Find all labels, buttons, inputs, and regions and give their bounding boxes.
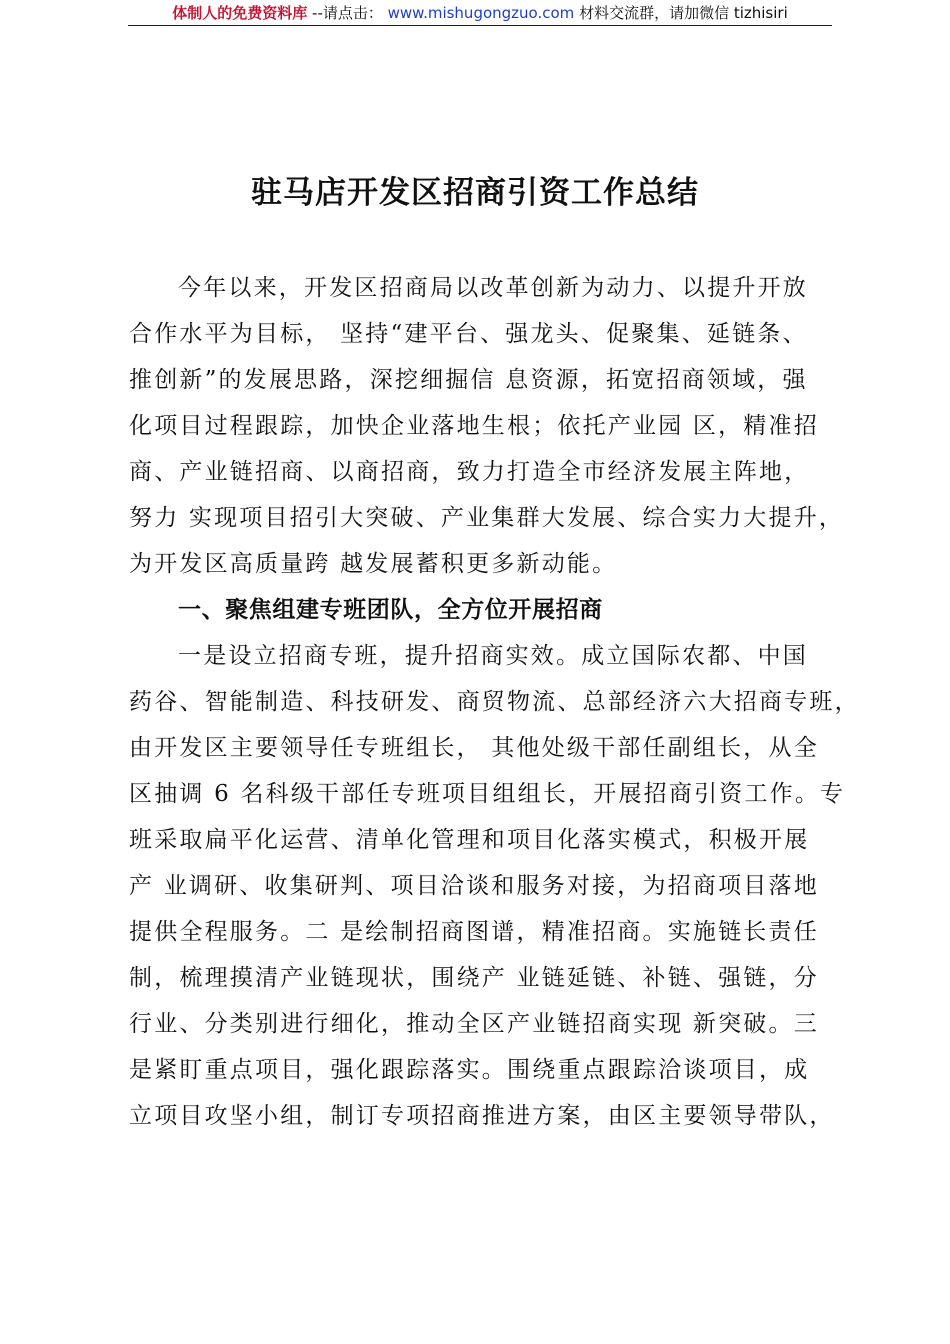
paragraph-line: 立项目攻坚小组，制订专项招商推进方案，由区主要领导带队， bbox=[129, 1103, 835, 1129]
paragraph-line: 是紧盯重点项目，强化跟踪落实。围绕重点跟踪洽谈项目，成 bbox=[129, 1057, 810, 1083]
paragraph-line: 药谷、智能制造、科技研发、商贸物流、总部经济六大招商专班， bbox=[129, 689, 860, 715]
paragraph-line: 为开发区高质量跨 越发展蓄积更多新动能。 bbox=[129, 551, 618, 577]
section-heading: 一、聚焦组建专班团队，全方位开展招商 bbox=[178, 597, 603, 623]
paragraph-line: 行业、分类别进行细化，推动全区产业链招商实现 新突破。三 bbox=[129, 1011, 819, 1037]
paragraph-line: 制，梳理摸清产业链现状，围绕产 业链延链、补链、强链，分 bbox=[129, 965, 819, 991]
header-contact: 材料交流群，请加微信 tizhisiri bbox=[579, 4, 788, 22]
paragraph-line: 化项目过程跟踪，加快企业落地生根；依托产业园 区，精准招 bbox=[129, 413, 819, 439]
paragraph-line: 努力 实现项目招引大突破、产业集群大发展、综合实力大提升， bbox=[129, 505, 845, 531]
page-header bbox=[128, 2, 832, 24]
paragraph-line: 一是设立招商专班，提升招商实效。成立国际农都、中国 bbox=[178, 643, 808, 669]
paragraph-line: 推创新”的发展思路，深挖细掘信 息资源，拓宽招商领域，强 bbox=[129, 367, 808, 393]
header-url-link[interactable]: www.mishugongzuo.com bbox=[387, 4, 575, 22]
paragraph-line: 区抽调 6 名科级干部任专班项目组组长，开展招商引资工作。专 bbox=[129, 781, 846, 807]
header-prompt: --请点击： bbox=[312, 4, 383, 22]
paragraph-line: 合作水平为目标， 坚持“建平台、强龙头、促聚集、延链条、 bbox=[129, 321, 808, 347]
paragraph-line: 今年以来，开发区招商局以改革创新为动力、以提升开放 bbox=[178, 275, 808, 301]
paragraph-line: 商、产业链招商、以商招商，致力打造全市经济发展主阵地， bbox=[129, 459, 810, 485]
paragraph-line: 产 业调研、收集研判、项目洽谈和服务对接，为招商项目落地 bbox=[129, 873, 819, 899]
document-title: 驻马店开发区招商引资工作总结 bbox=[251, 175, 699, 211]
paragraph-line: 提供全程服务。二 是绘制招商图谱，精准招商。实施链长责任 bbox=[129, 919, 819, 945]
paragraph-line: 班采取扁平化运营、清单化管理和项目化落实模式，积极开展 bbox=[129, 827, 810, 853]
header-divider bbox=[128, 25, 832, 26]
header-brand: 体制人的免费资料库 bbox=[172, 4, 308, 22]
paragraph-line: 由开发区主要领导任专班组长， 其他处级干部任副组长，从全 bbox=[129, 735, 819, 761]
